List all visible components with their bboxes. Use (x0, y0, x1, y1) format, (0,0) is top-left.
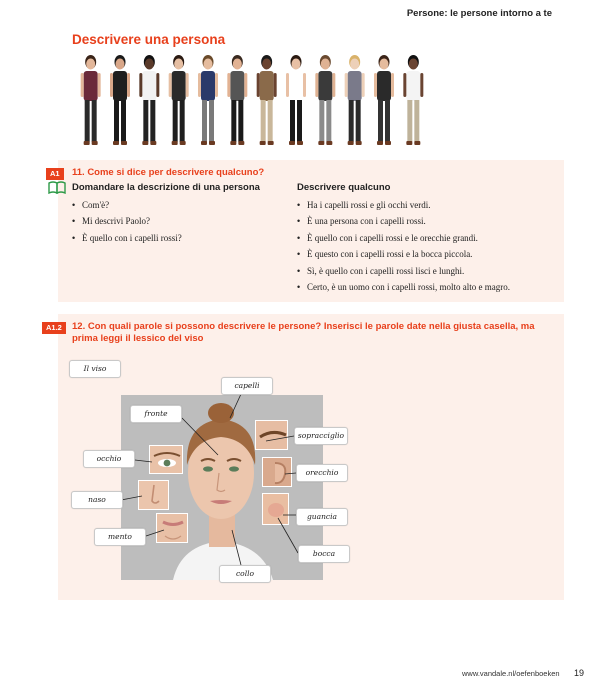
list-item: • Ha i capelli rossi e gli occhi verdi. (297, 197, 510, 213)
label-fronte: fronte (130, 405, 182, 423)
page-number: 19 (574, 668, 585, 678)
label-bocca: bocca (298, 545, 350, 563)
book-icon (48, 181, 66, 194)
label-capelli: capelli (221, 377, 273, 395)
describe-list (297, 197, 510, 295)
nose-crop (138, 480, 169, 510)
eye-crop (149, 445, 183, 474)
label-mento: mento (94, 528, 146, 546)
chin-crop (156, 513, 188, 543)
list-item: • Certo, è un uomo con i capelli rossi, molto alto e magro. (297, 279, 510, 295)
list-item: • Com'è? (72, 197, 182, 213)
level-badge-a1: A1 (46, 168, 64, 180)
ask-description-heading: Domandare la descrizione di una persona (72, 182, 260, 193)
list-item: • È una persona con i capelli rossi. (297, 213, 510, 229)
eyebrow-crop (255, 420, 288, 450)
label-guancia: guancia (296, 508, 348, 526)
label-collo: collo (219, 565, 271, 583)
cheek-crop (262, 493, 289, 525)
label-occhio: occhio (83, 450, 135, 468)
people-group-photo (76, 52, 428, 148)
ask-description-list (72, 197, 182, 246)
label-naso: naso (71, 491, 123, 509)
list-item: • È quello con i capelli rossi e le orecchie grandi. (297, 230, 510, 246)
list-item: • È questo con i capelli rossi e la bocca piccola. (297, 246, 510, 262)
ear-crop (262, 457, 292, 487)
section-header: Persone: le persone intorno a te (406, 8, 552, 19)
footer-url: www.vandale.nl/oefenboeken (462, 669, 560, 678)
label-sopracciglio: sopracciglio (294, 427, 348, 445)
label-orecchio: orecchio (296, 464, 348, 482)
list-item: • È quello con i capelli rossi? (72, 230, 182, 246)
level-badge-a1-2: A1.2 (42, 322, 66, 334)
page-title: Descrivere una persona (72, 32, 226, 47)
face-box-title: Il viso (69, 360, 121, 378)
exercise-12-title: 12. Con quali parole si possono descrivere le persone? Inserisci le parole date nella giusta casella, ma prima leggi il lessico del viso (72, 321, 535, 344)
list-item: • Mi descrivi Paolo? (72, 213, 182, 229)
list-item: • Sì, è quello con i capelli rossi lisci e lunghi. (297, 263, 510, 279)
describe-heading: Descrivere qualcuno (297, 182, 391, 193)
exercise-11-title: 11. Come si dice per descrivere qualcuno? (72, 167, 265, 178)
